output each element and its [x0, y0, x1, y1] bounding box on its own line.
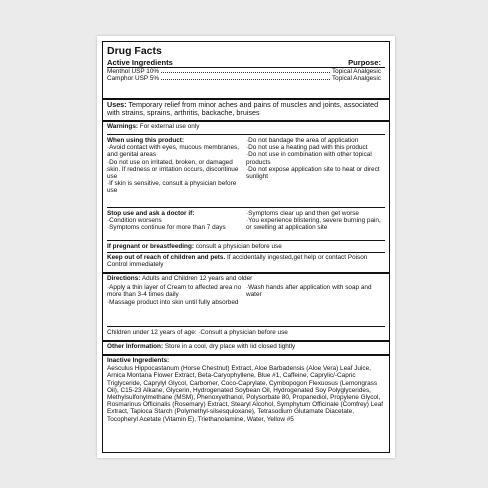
directions-text: Adults and Children 12 years and older	[140, 275, 253, 282]
ingredient-row	[107, 75, 385, 82]
other-info-section	[103, 343, 389, 350]
pregnancy-section	[103, 243, 389, 250]
inactive-label: Inactive Ingredients:	[107, 357, 170, 364]
uses-label: Uses:	[107, 100, 127, 109]
inactive-text: Aesculus Hippocastanum (Horse Chestnut) Extract, Aloe Barbadensis (Aloe Vera) Leaf Juice, Arnica Montana Flower Extract, Beta-Caryophyllene, Blue #1, Caffeine, Caprylic/-Capric Triglyceride, Caprylyl Glycol, Carbomer, Coco-Caprylate, Cymbopogon Flexuosus (Lemongrass Oil), C15-23 Alkane, Glycerin, Hydrogenated Soybean Oil, Hydrogenated Soy Polyglycerides, Methylsulfonylmethane (MSM), Phenoxyethanol, Polysorbate 80, Propanediol, Propylene Glycol, Rosmarinus Officinalis (Rosemary) Extract, Stearyl Alcohol, Symphytum Officinale (Comfrey) Leaf Extract, Tapioca Starch (Polymethyl-silsesquioxane), Tetrasodium Glutamate Diacetate, Tocopheryl Acetate (Vitamin E), Triethanolamine, Water, Yellow #5	[107, 365, 384, 423]
warning-item: ·Avoid contact with eyes, mucous membranes, and genital areas	[107, 144, 240, 159]
warning-item: ·Symptoms continue for more than 7 days	[107, 224, 226, 232]
ingredient-name: Camphor USP 5%	[107, 75, 160, 83]
warning-item: ·Do not use in combination with other topical products	[246, 151, 372, 166]
pregnant-text: consult a physician before use	[194, 243, 282, 250]
directions-section	[103, 275, 389, 306]
direction-item: ·Massage product into skin until fully absorbed	[107, 298, 239, 306]
stop-use-label: Stop use and ask a doctor if:	[107, 210, 195, 217]
warning-item: ·Do not use a heating pad with this product	[246, 144, 368, 152]
purpose-heading: Purpose:	[348, 58, 381, 67]
warning-item: ·If skin is sensitive, consult a physician before use	[107, 180, 237, 195]
ingredient-name: Menthol USP 10%	[107, 68, 160, 75]
active-ingredients-heading: Active Ingredients	[107, 58, 173, 67]
under12-label: Children under 12 years of age:	[107, 329, 197, 336]
ingredient-purpose: Topical Analgesic	[331, 68, 381, 75]
warning-item: ·Do not use on irritated, broken, or damaged skin. If redness or irritation occurs, discontinue use	[107, 158, 239, 181]
when-using-label: When using this product:	[107, 137, 185, 144]
other-info-text: Store in a cool, dry place with lid closed tightly	[163, 343, 296, 350]
warning-item: ·You experience blistering, severe burning pain, or swelling at application site	[246, 217, 381, 232]
direction-item: ·Apply a thin layer of Cream to affected area no more than 3-4 times daily	[107, 284, 242, 299]
children-text: If accidentally ingested,get help or contact Poison Control immediately	[107, 254, 368, 269]
drug-facts-title: Drug Facts	[107, 45, 162, 57]
directions-label: Directions:	[107, 275, 141, 282]
uses-text: Temporary relief from minor aches and pains of muscles and joints, associated with strains, sprains, arthritis, backache, bruises	[107, 100, 379, 118]
children-label: Keep out of reach of children and pets.	[107, 254, 226, 261]
warning-item: ·Symptoms clear up and then get worse	[246, 210, 359, 217]
warnings-label: Warnings:	[107, 123, 139, 130]
pregnant-label: If pregnant or breastfeeding:	[107, 243, 194, 250]
warnings-text: For external use only	[138, 123, 200, 130]
uses-section	[103, 101, 389, 118]
under12-section	[103, 329, 389, 336]
inactive-ingredients-section	[103, 357, 389, 423]
under12-text: ·Consult a physician before use	[196, 329, 288, 336]
warnings-section	[103, 123, 389, 130]
warning-item: ·Condition worsens	[107, 217, 162, 225]
direction-item: ·Wash hands after application with soap and water	[246, 284, 372, 299]
active-ingredients-section	[103, 45, 389, 82]
drug-facts-label	[97, 36, 395, 458]
when-using-section	[103, 137, 389, 195]
ingredient-purpose: Topical Analgesic	[331, 75, 381, 83]
children-section	[103, 254, 389, 268]
drug-facts-panel	[102, 41, 390, 453]
other-info-label: Other Information:	[107, 343, 164, 350]
stop-use-section	[103, 210, 389, 232]
warning-item: ·Do not expose application site to heat or direct sunlight	[246, 165, 380, 181]
warning-item: ·Do not bandage the area of application	[246, 137, 359, 144]
ingredient-row	[107, 68, 385, 75]
